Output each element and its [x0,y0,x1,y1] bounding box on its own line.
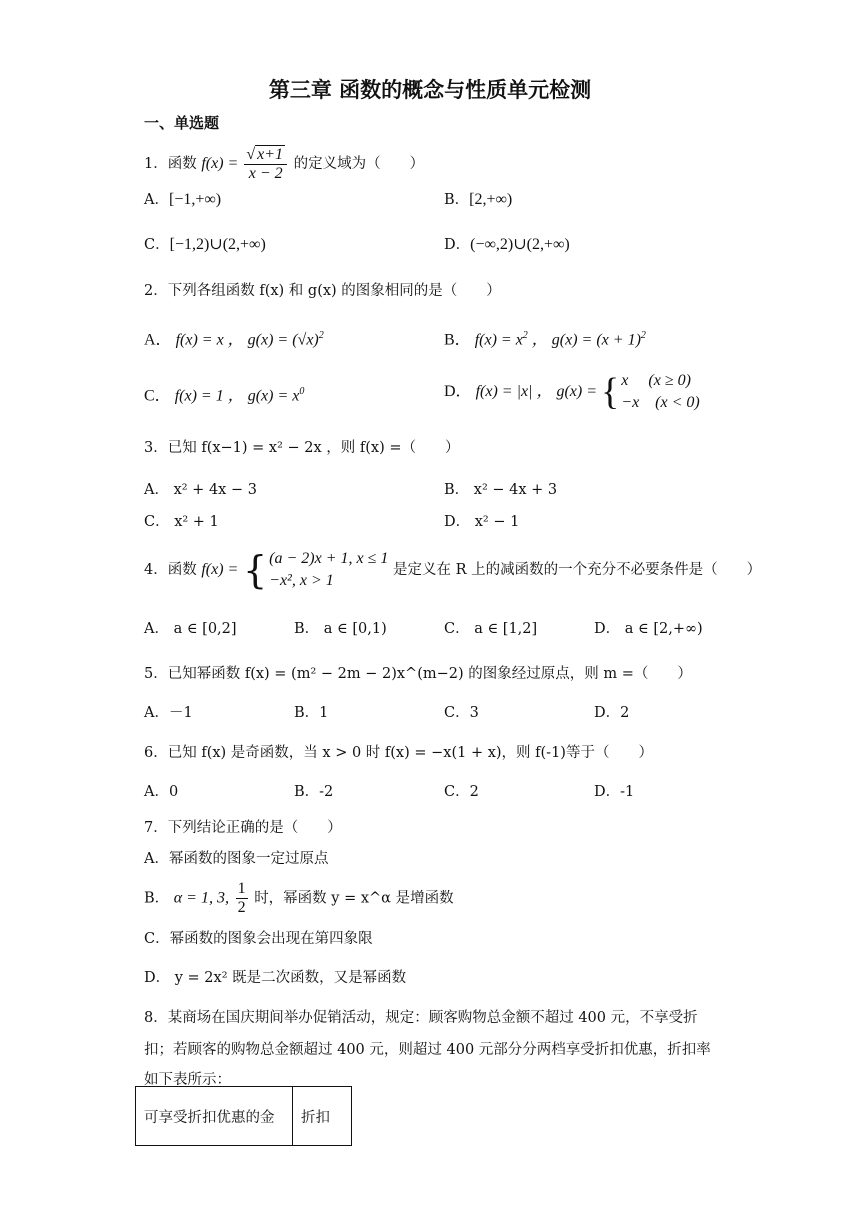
q6-option-b: B．-2 [294,784,334,800]
question-8-line-2: 扣；若顾客的购物总金额超过 400 元，则超过 400 元部分分两档享受折扣优惠，折扣率 [144,1042,711,1058]
question-2-stem: 2．下列各组函数 f(x) 和 g(x) 的图象相同的是（ ） [144,283,501,299]
q2-option-b: B． $f(x) = x^2$ ， $g(x) = (x + 1)^2$ [444,330,646,349]
q3-option-a: A． x² + 4x − 3 [144,482,257,498]
q5-option-a: A．－1 [144,705,193,721]
table-row [136,1087,352,1146]
q7-option-c: C．幂函数的图象会出现在第四象限 [144,931,373,947]
question-1-stem [144,146,424,183]
q1-label: 1．函数 [144,156,197,173]
q6-option-a: A．0 [144,784,179,800]
question-4-stem: 4．函数 f(x) = { (a − 2)x + 1, x ≤ 1 −x², x > 1 是定义在 R 上的减函数的一个充分不必要条件是（ ） [144,548,762,592]
question-6-stem: 6．已知 f(x) 是奇函数，当 x > 0 时 f(x) = −x(1 + x)，则 f(-1)等于（ ） [144,745,653,761]
page-title: 第三章 函数的概念与性质单元检测 [268,78,592,102]
q3-option-d: D． x² − 1 [444,514,520,530]
q7-option-d: D． y = 2x² 既是二次函数，又是幂函数 [144,970,407,986]
question-5-stem: 5．已知幂函数 f(x) = (m² − 2m − 2)x^(m−2) 的图象经过原点，则 m =（ ） [144,666,692,682]
q7-option-b: B． α = 1, 3, $\frac{1}{2}$ 时，幂函数 y = x^α 是增函数 [144,880,454,916]
q1-tail: 的定义域为（ ） [293,156,425,173]
q4-option-d: D． a ∈ [2,+∞) [594,621,703,637]
q5-option-b: B．1 [294,705,329,721]
q4-option-c: C． a ∈ [1,2] [444,621,538,637]
table-cell-discount: 折扣 [293,1087,352,1146]
q5-option-c: C．3 [444,705,479,721]
q1-formula: f(x) = $\frac{√ x+1}{x - 2}$ [201,155,289,172]
q6-option-c: C．2 [444,784,479,800]
q4-option-a: A． a ∈ [0,2] [144,621,237,637]
q1-option-c: C．[−1,2)∪(2,+∞) [144,236,266,253]
question-3-stem: 3．已知 f(x−1) = x² − 2x ，则 f(x) =（ ） [144,440,460,456]
q1-option-a: A．[−1,+∞) [144,191,222,208]
table-cell-amount: 可享受折扣优惠的金 [136,1087,293,1146]
q2-option-c: C． f(x) = 1 ， $g(x) = x^0$ [144,386,305,405]
q1-option-d: D．(−∞,2)∪(2,+∞) [444,236,570,253]
q7-option-a: A．幂函数的图象一定过原点 [144,851,329,867]
q6-option-d: D．-1 [594,784,635,800]
question-7-stem: 7．下列结论正确的是（ ） [144,820,342,836]
discount-table [135,1086,352,1146]
q2-option-d: D． f(x) = |x| ， g(x) = { x (x ≥ 0) −x (x < 0) [444,371,700,413]
q4-option-b: B． a ∈ [0,1) [294,621,387,637]
q3-option-c: C． x² + 1 [144,514,219,530]
q3-option-b: B． x² − 4x + 3 [444,482,558,498]
question-8-line-1: 8．某商场在国庆期间举办促销活动，规定：顾客购物总金额不超过 400 元，不享受折 [144,1010,698,1026]
q1-option-b: B．[2,+∞) [444,191,513,208]
q2-option-a: A． f(x) = x ， $g(x) = (√x)^2$ [144,330,324,349]
section-heading: 一、单选题 [144,114,220,132]
question-8-line-3: 如下表所示： [144,1072,231,1088]
q5-option-d: D．2 [594,705,630,721]
